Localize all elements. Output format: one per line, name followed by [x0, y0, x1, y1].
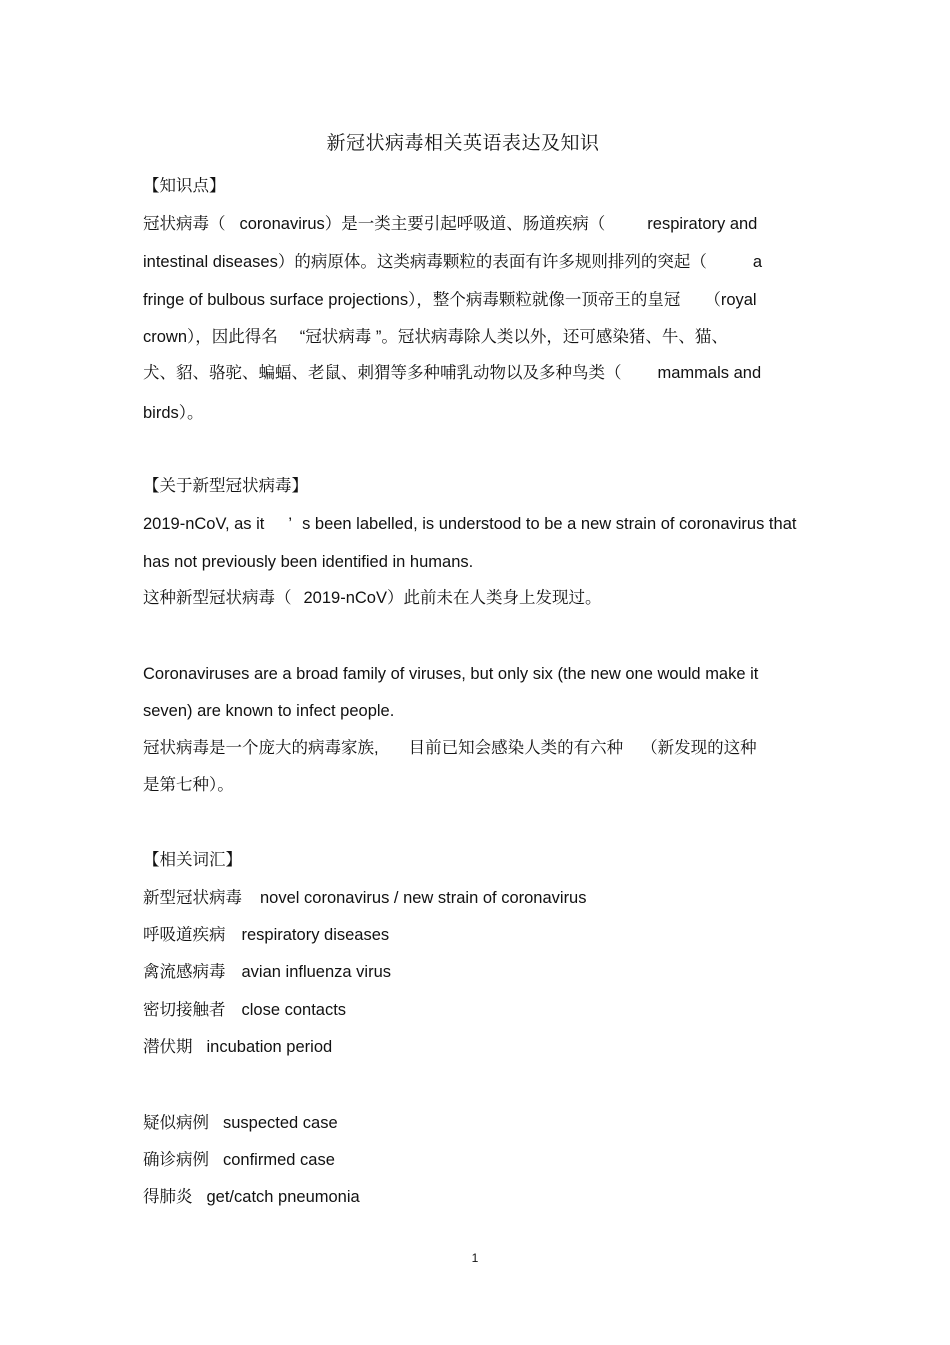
vocab-item	[143, 1036, 332, 1058]
text-segment: fringe of bulbous surface projections），整个病毒颗粒就像一顶帝王的皇冠	[143, 291, 681, 309]
text-segment: 目前已知会感染人类的有六种	[408, 739, 624, 757]
text-segment: intestinal diseases	[143, 253, 278, 271]
text-segment: a	[752, 253, 763, 271]
vocab-english: get/catch pneumonia	[206, 1188, 360, 1206]
text-segment: ’	[288, 515, 293, 533]
paragraph-line: Coronaviruses are a broad family of viruses, but only six (the new one would make it	[143, 665, 759, 683]
paragraph-line	[143, 737, 757, 759]
vocab-english: novel coronavirus / new strain of coronavirus	[260, 889, 587, 907]
paragraph-line	[143, 513, 796, 535]
text-segment: 2019-nCoV, as it	[143, 515, 265, 533]
vocab-item	[143, 961, 391, 983]
document-title: 新冠状病毒相关英语表达及知识	[326, 132, 600, 154]
text-segment: crown），因此得名	[143, 328, 278, 346]
page-number: 1	[471, 1251, 479, 1265]
text-segment: （新发现的这种	[641, 739, 757, 757]
paragraph-line: birds）。	[143, 404, 204, 422]
paragraph-line	[143, 326, 728, 348]
text-segment: 这种新型冠状病毒（	[143, 589, 292, 607]
text-segment: 犬、貂、骆驼、蝙蝠、老鼠、刺猬等多种哺乳动物以及多种鸟类（	[143, 364, 622, 382]
vocab-chinese: 疑似病例	[143, 1114, 209, 1132]
vocab-chinese: 密切接触者	[143, 1001, 226, 1019]
paragraph-line	[143, 251, 762, 273]
vocab-chinese: 得肺炎	[143, 1188, 193, 1206]
text-segment: s been labelled, is understood to be a new strain of coronavirus that	[302, 515, 797, 533]
paragraph-line	[143, 213, 757, 235]
section-heading-knowledge: 【知识点】	[143, 176, 226, 195]
section-heading-new-coronavirus: 【关于新型冠状病毒】	[143, 476, 308, 495]
paragraph-line	[143, 587, 601, 609]
text-segment: 2019-nCoV）此前未在人类身上发现过。	[303, 589, 602, 607]
vocab-item	[143, 924, 389, 946]
paragraph-line	[143, 362, 761, 384]
paragraph-line: has not previously been identified in humans.	[143, 553, 474, 571]
vocab-english: respiratory diseases	[241, 926, 390, 944]
vocab-chinese: 新型冠状病毒	[143, 889, 242, 907]
vocab-chinese: 呼吸道疾病	[143, 926, 226, 944]
text-segment: 冠状病毒是一个庞大的病毒家族,	[143, 739, 379, 757]
paragraph-line: seven) are known to infect people.	[143, 702, 395, 720]
text-segment: “冠状病毒 ”。冠状病毒除人类以外，还可感染猪、牛、猫、	[299, 328, 728, 346]
text-segment: respiratory and	[647, 215, 758, 233]
text-segment: coronavirus）是一类主要引起呼吸道、肠道疾病（	[239, 215, 606, 233]
vocab-english: incubation period	[206, 1038, 333, 1056]
vocab-item	[143, 1149, 335, 1171]
vocab-chinese: 禽流感病毒	[143, 963, 226, 981]
vocab-english: suspected case	[223, 1114, 338, 1132]
text-segment: ）的病原体。这类病毒颗粒的表面有许多规则排列的突起（	[277, 253, 707, 271]
text-segment: mammals and	[657, 364, 762, 382]
vocab-item	[143, 1112, 338, 1134]
text-segment: （royal	[704, 291, 757, 309]
vocab-english: avian influenza virus	[241, 963, 391, 981]
vocab-item	[143, 999, 346, 1021]
text-segment: 冠状病毒（	[143, 215, 226, 233]
paragraph-line: 是第七种）。	[143, 776, 234, 794]
vocab-item	[143, 887, 587, 909]
section-heading-vocabulary: 【相关词汇】	[143, 850, 242, 869]
vocab-item	[143, 1186, 360, 1208]
vocab-chinese: 潜伏期	[143, 1038, 193, 1056]
vocab-english: confirmed case	[223, 1151, 335, 1169]
vocab-english: close contacts	[241, 1001, 347, 1019]
vocab-chinese: 确诊病例	[143, 1151, 209, 1169]
paragraph-line	[143, 289, 757, 311]
